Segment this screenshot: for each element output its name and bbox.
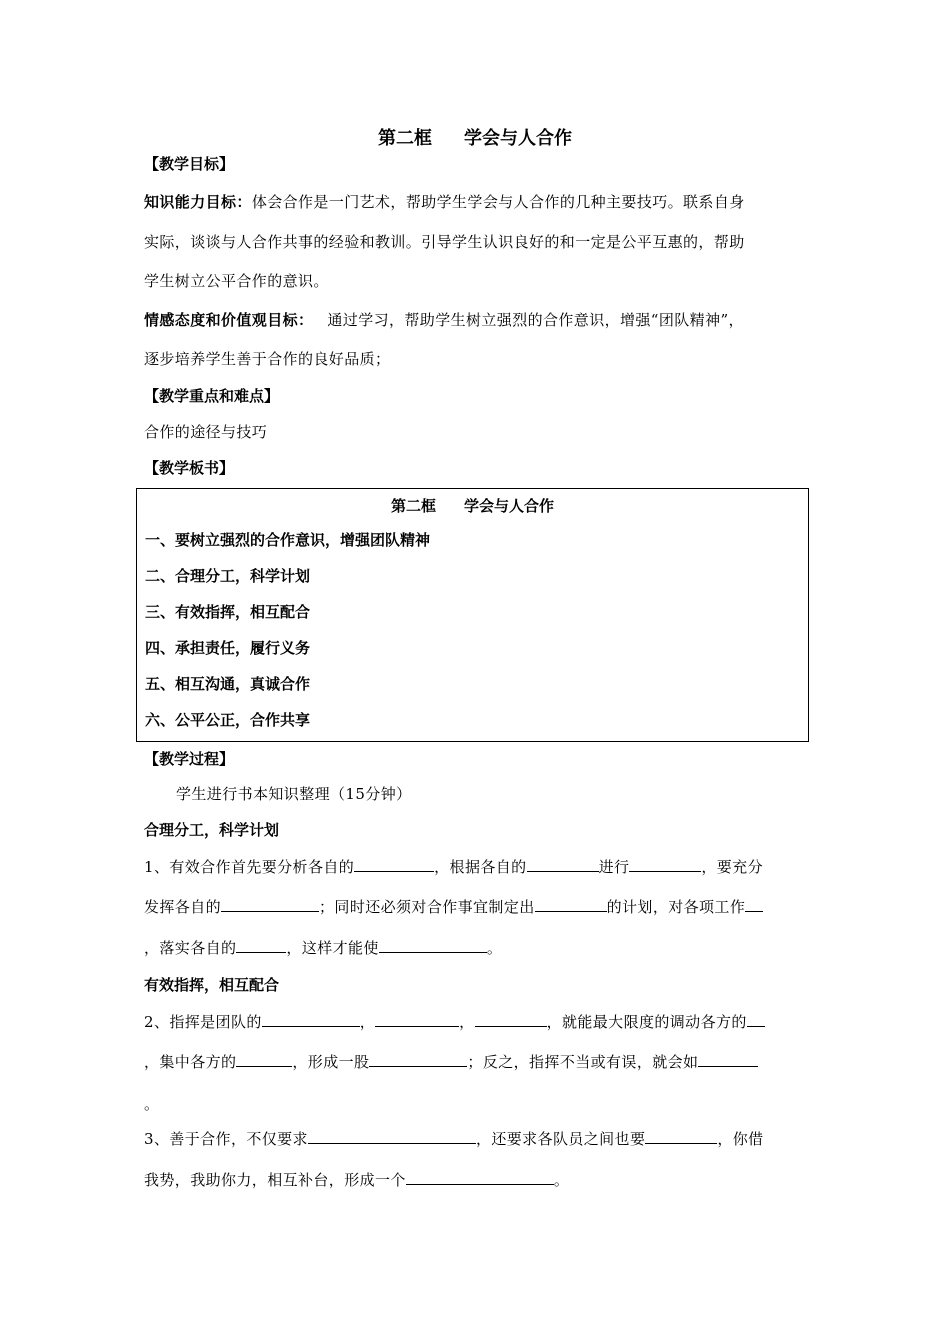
board-item: 四、承担责任，履行义务: [145, 639, 311, 657]
fill-blank[interactable]: [369, 1052, 467, 1067]
objectives-heading: 【教学目标】: [144, 155, 235, 173]
q1-text: ，这样才能使: [286, 939, 379, 957]
page-title-topic: 学会与人合作: [464, 128, 572, 149]
fill-blank[interactable]: [527, 857, 599, 872]
fill-blank[interactable]: [375, 1012, 459, 1027]
question-1-line-2: [144, 896, 763, 917]
process-intro: 学生进行书本知识整理（15分钟）: [176, 785, 412, 803]
fill-blank[interactable]: [379, 938, 487, 953]
knowledge-line-1: [144, 191, 745, 212]
board-item: 三、有效指挥，相互配合: [145, 603, 311, 621]
question-1-line-3: [144, 937, 502, 958]
emotion-label: 情感态度和价值观目标：: [144, 311, 314, 329]
question-2-line-2: [144, 1051, 758, 1072]
board-item: 一、要树立强烈的合作意识，增强团队精神: [145, 531, 431, 549]
q1-text: 。: [486, 939, 503, 957]
fill-blank[interactable]: [745, 897, 763, 912]
q1-text: ；同时还必须对合作事宜制定出: [319, 898, 535, 916]
board-heading: 【教学板书】: [144, 459, 235, 477]
q1-text: 发挥各自的: [144, 898, 222, 916]
board-item: 二、合理分工，科学计划: [145, 567, 311, 585]
q2-text: ，形成一股: [292, 1053, 370, 1071]
fill-blank[interactable]: [698, 1052, 758, 1067]
question-1-line-1: [144, 856, 763, 877]
q3-text: ，还要求各队员之间也要: [475, 1130, 646, 1148]
page-title-section: 第二框: [378, 128, 432, 149]
fill-blank[interactable]: [747, 1012, 765, 1027]
section-2-title: 有效指挥，相互配合: [144, 976, 280, 994]
board-box: [136, 488, 809, 742]
question-2-line-3: 。: [144, 1095, 160, 1113]
q1-text: 1、有效合作首先要分析各自的: [144, 858, 355, 876]
fill-blank[interactable]: [221, 897, 319, 912]
knowledge-text-1: 体会合作是一门艺术，帮助学生学会与人合作的几种主要技巧。联系自身: [251, 193, 745, 211]
emotion-text-1: 通过学习，帮助学生树立强烈的合作意识，增强“团队精神”，: [327, 311, 744, 329]
q3-text: ，你借: [717, 1130, 764, 1148]
section-1-title: 合理分工，科学计划: [144, 821, 280, 839]
question-3-line-2: [144, 1169, 569, 1190]
board-title-topic: 学会与人合作: [464, 497, 555, 515]
fill-blank[interactable]: [354, 857, 434, 872]
board-title: [137, 495, 808, 516]
q2-text: ，: [359, 1013, 376, 1031]
q1-text: ，要充分: [701, 858, 763, 876]
question-3-line-1: [144, 1128, 764, 1149]
emotion-line-1: [144, 309, 744, 330]
q1-text: ，根据各自的: [434, 858, 527, 876]
q1-text: ，落实各自的: [144, 939, 237, 957]
fill-blank[interactable]: [236, 938, 286, 953]
fill-blank[interactable]: [629, 857, 701, 872]
fill-blank[interactable]: [308, 1129, 476, 1144]
q1-text: 的计划，对各项工作: [606, 898, 746, 916]
q3-text: 。: [553, 1171, 570, 1189]
q3-text: 我势，我助你力，相互补台，形成一个: [144, 1171, 406, 1189]
knowledge-line-3: 学生树立公平合作的意识。: [144, 272, 329, 290]
emotion-line-2: 逐步培养学生善于合作的良好品质；: [144, 350, 391, 368]
q1-text: 进行: [598, 858, 630, 876]
q2-text: ；反之，指挥不当或有误，就会如: [467, 1053, 699, 1071]
question-2-line-1: [144, 1011, 765, 1032]
q2-text: ，就能最大限度的调动各方的: [546, 1013, 747, 1031]
fill-blank[interactable]: [262, 1012, 360, 1027]
fill-blank[interactable]: [236, 1052, 292, 1067]
q2-text: 2、指挥是团队的: [144, 1013, 262, 1031]
keypoints-text: 合作的途径与技巧: [144, 423, 268, 441]
knowledge-label: 知识能力目标：: [144, 193, 252, 211]
knowledge-line-2: 实际，谈谈与人合作共事的经验和教训。引导学生认识良好的和一定是公平互惠的，帮助: [144, 233, 745, 251]
page-title: [0, 124, 950, 150]
fill-blank[interactable]: [535, 897, 607, 912]
q2-text: ，集中各方的: [144, 1053, 237, 1071]
keypoints-heading: 【教学重点和难点】: [144, 387, 280, 405]
board-item: 五、相互沟通，真诚合作: [145, 675, 311, 693]
board-title-section: 第二框: [390, 497, 436, 515]
fill-blank[interactable]: [475, 1012, 547, 1027]
fill-blank[interactable]: [406, 1170, 554, 1185]
board-item: 六、公平公正，合作共享: [145, 711, 311, 729]
q2-text: ，: [459, 1013, 475, 1031]
fill-blank[interactable]: [645, 1129, 717, 1144]
q3-text: 3、善于合作，不仅要求: [144, 1130, 308, 1148]
process-heading: 【教学过程】: [144, 750, 235, 768]
